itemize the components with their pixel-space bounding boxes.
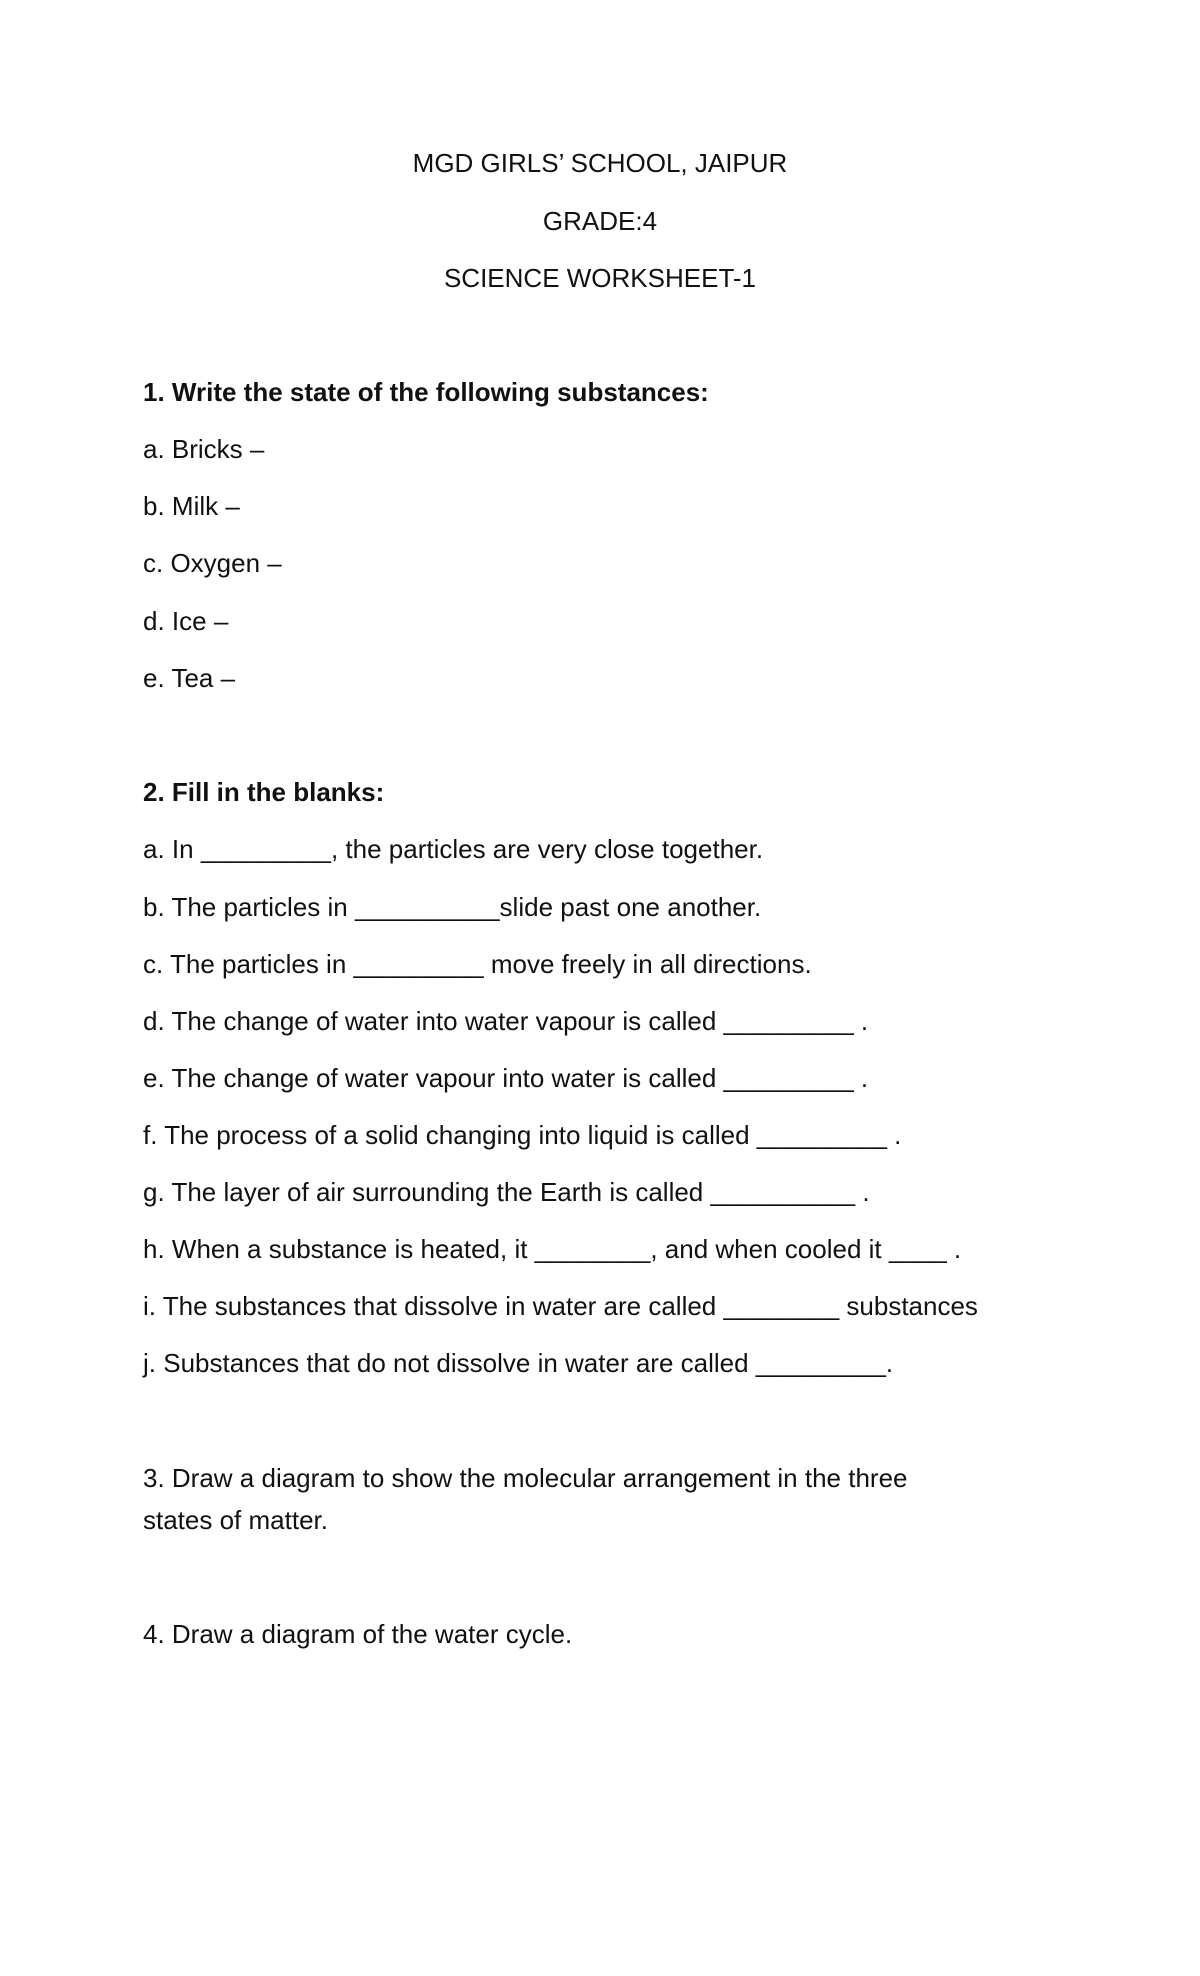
question-4: 4. Draw a diagram of the water cycle. bbox=[143, 1619, 573, 1649]
q2-item-c: c. The particles in _________ move freely in all directions. bbox=[143, 949, 812, 979]
q2-item-h: h. When a substance is heated, it ________, and when cooled it ____ . bbox=[143, 1234, 962, 1264]
worksheet-title: SCIENCE WORKSHEET-1 bbox=[443, 263, 757, 293]
q1-item-e: e. Tea – bbox=[143, 663, 236, 693]
q2-item-i: i. The substances that dissolve in water are called ________ substances bbox=[143, 1291, 978, 1321]
question-1-heading: 1. Write the state of the following substances: bbox=[143, 377, 709, 407]
q1-item-c: c. Oxygen – bbox=[143, 548, 282, 578]
question-2-heading: 2. Fill in the blanks: bbox=[143, 777, 385, 807]
q1-item-d: d. Ice – bbox=[143, 606, 229, 636]
q2-item-f: f. The process of a solid changing into liquid is called _________ . bbox=[143, 1120, 902, 1150]
question-3-line-1: 3. Draw a diagram to show the molecular arrangement in the three bbox=[143, 1463, 908, 1493]
q2-item-g: g. The layer of air surrounding the Earth is called __________ . bbox=[143, 1177, 870, 1207]
q2-item-a: a. In _________, the particles are very close together. bbox=[143, 834, 764, 864]
q1-item-b: b. Milk – bbox=[143, 491, 240, 521]
q2-item-j: j. Substances that do not dissolve in water are called _________. bbox=[143, 1348, 894, 1378]
question-3-line-2: states of matter. bbox=[143, 1505, 328, 1535]
school-name: MGD GIRLS’ SCHOOL, JAIPUR bbox=[412, 148, 788, 178]
q2-item-b: b. The particles in __________slide past one another. bbox=[143, 892, 762, 922]
q2-item-e: e. The change of water vapour into water is called _________ . bbox=[143, 1063, 869, 1093]
q2-item-d: d. The change of water into water vapour is called _________ . bbox=[143, 1006, 869, 1036]
q1-item-a: a. Bricks – bbox=[143, 434, 265, 464]
grade-label: GRADE:4 bbox=[542, 206, 658, 236]
